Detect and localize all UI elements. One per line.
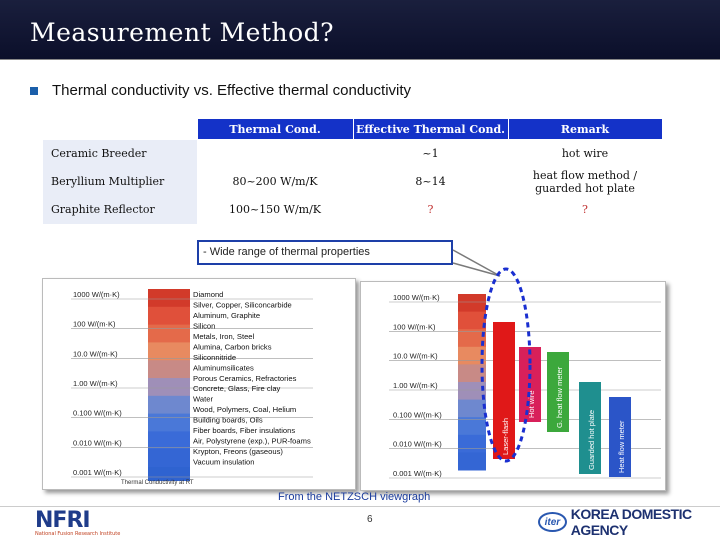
material-label: Vacuum insulation <box>193 457 255 467</box>
cell-remark: ? <box>582 203 588 216</box>
nfri-logo <box>35 508 120 537</box>
scale-bar-segment <box>148 342 190 360</box>
scale-bar-segment <box>458 435 486 453</box>
agency-name: KOREA DOMESTIC AGENCY <box>570 506 692 538</box>
scale-tick-label: 0.100 W/(m·K) <box>73 408 122 418</box>
material-label: Concrete, Glass, Fire clay <box>193 384 281 394</box>
material-label: Silicon <box>193 321 216 331</box>
methods-scale-graphic <box>361 282 667 492</box>
method-label: G. heat flow meter <box>555 366 564 428</box>
page-number: 6 <box>367 514 373 525</box>
row-label: Beryllium Multiplier <box>43 168 197 196</box>
scale-bar-segment <box>458 312 486 330</box>
cell-effective: 8~14 <box>415 175 446 188</box>
material-label: Air, Polystyrene (exp.), PUR-foams <box>193 436 311 446</box>
header-thermal-cond: Thermal Cond. <box>197 119 353 140</box>
material-label: Wood, Polymers, Coal, Helium <box>193 405 297 415</box>
scale-tick-label: 10.0 W/(m·K) <box>393 351 438 361</box>
material-label: Metals, Iron, Steel <box>193 331 255 341</box>
scale-tick-label: 1.00 W/(m·K) <box>73 379 118 388</box>
iter-korea-logo <box>538 506 720 538</box>
row-label: Ceramic Breeder <box>43 140 197 168</box>
material-label: Porous Ceramics, Refractories <box>193 373 297 383</box>
materials-scale-graphic <box>43 279 357 491</box>
scale-bar-segment <box>458 417 486 435</box>
material-label: Siliconnitride <box>193 352 237 362</box>
scale-tick-label: 1000 W/(m·K) <box>73 290 120 299</box>
scale-tick-label: 0.010 W/(m·K) <box>73 438 122 448</box>
nfri-logo-text: NFRI <box>35 508 90 533</box>
material-label: Aluminum, Graphite <box>193 310 261 320</box>
materials-figure <box>42 278 356 490</box>
methods-figure <box>360 281 666 491</box>
scale-bar-segment <box>148 449 190 467</box>
scale-bar-segment <box>148 396 190 414</box>
header-remark: Remark <box>508 119 662 140</box>
method-label: Hot wire <box>527 390 536 418</box>
scale-bar-segment <box>458 364 486 382</box>
nfri-logo-subtext: National Fusion Research Institute <box>35 531 121 537</box>
iter-badge-icon: iter <box>538 512 567 532</box>
scale-bar-segment <box>148 307 190 325</box>
material-label: Alumina, Carbon bricks <box>193 342 272 352</box>
callout-box: - Wide range of thermal properties <box>197 240 453 265</box>
scale-tick-label: 0.100 W/(m·K) <box>393 410 442 420</box>
row-label: Graphite Reflector <box>43 196 197 224</box>
material-label: Krypton, Freons (gaseous) <box>193 447 283 457</box>
material-label: Fiber boards, Fiber insulations <box>193 426 296 436</box>
bullet-text: Thermal conductivity vs. Effective thermal conductivity <box>52 82 412 99</box>
scale-bar-segment <box>148 467 190 481</box>
scale-bar-segment <box>458 452 486 470</box>
header-effective-thermal-cond: Effective Thermal Cond. <box>353 119 508 140</box>
scale-tick-label: 0.001 W/(m·K) <box>73 468 122 477</box>
method-label: Laser-flash <box>501 417 510 455</box>
scale-tick-label: 0.010 W/(m·K) <box>393 439 442 449</box>
cell-thermal: 80~200 W/m/K <box>232 175 318 188</box>
material-label: Silver, Copper, Siliconcarbide <box>193 300 292 310</box>
axis-caption: Thermal Conductivity at RT <box>121 480 194 486</box>
scale-bar-segment <box>148 431 190 449</box>
cell-thermal: 100~150 W/m/K <box>228 203 322 216</box>
cell-effective: ~1 <box>422 147 439 161</box>
scale-bar-segment <box>458 329 486 347</box>
scale-bar-segment <box>148 289 190 307</box>
scale-bar-segment <box>148 378 190 396</box>
scale-tick-label: 0.001 W/(m·K) <box>393 469 442 478</box>
cell-remark: heat flow method / guarded hot plate <box>532 168 638 195</box>
scale-bar-segment <box>148 360 190 378</box>
scale-bar-segment <box>458 382 486 400</box>
method-label: Guarded hot plate <box>587 409 596 470</box>
scale-tick-label: 100 W/(m·K) <box>393 322 436 332</box>
source-caption: From the NETZSCH viewgraph <box>278 491 431 503</box>
material-label: Aluminumsilicates <box>193 363 254 373</box>
scale-bar-segment <box>458 347 486 365</box>
scale-tick-label: 1000 W/(m·K) <box>393 293 440 302</box>
scale-tick-label: 100 W/(m·K) <box>73 319 116 329</box>
scale-bar-segment <box>458 400 486 418</box>
scale-tick-label: 10.0 W/(m·K) <box>73 349 118 359</box>
cell-effective: ? <box>427 203 434 216</box>
scale-bar-segment <box>148 325 190 343</box>
scale-bar-segment <box>458 294 486 312</box>
scale-bar-segment <box>148 414 190 432</box>
cell-remark: hot wire <box>561 147 609 161</box>
material-label: Building boards, Oils <box>193 415 263 425</box>
method-label: Heat flow meter <box>617 420 626 473</box>
scale-tick-label: 1.00 W/(m·K) <box>393 381 438 390</box>
material-label: Water <box>193 394 213 404</box>
material-label: Diamond <box>193 290 224 299</box>
slide-title: Measurement Method? <box>30 18 335 47</box>
